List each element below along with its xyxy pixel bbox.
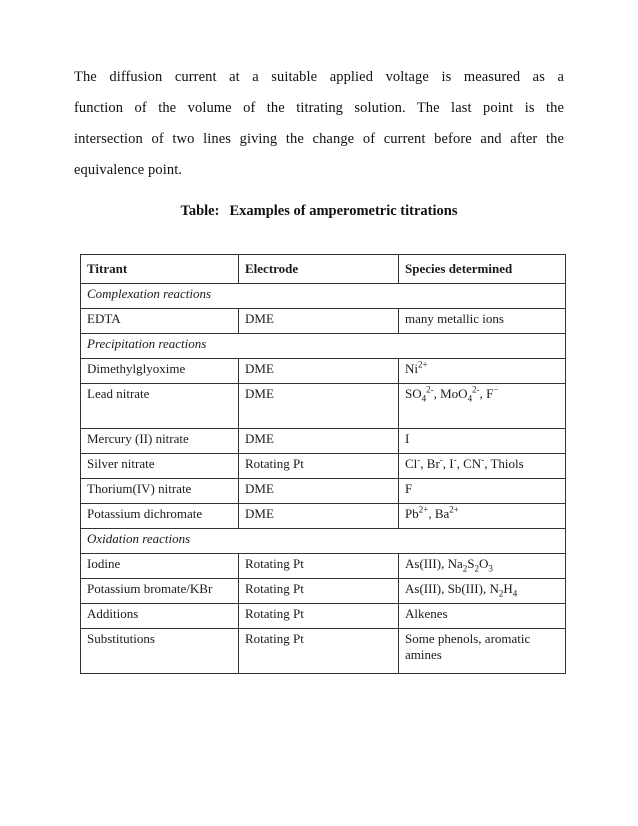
paragraph-line: function of the volume of the titrating solution. The last point is the: [74, 100, 564, 116]
species-text: , Br: [420, 456, 440, 471]
electrode-cell: Rotating Pt: [239, 454, 399, 479]
section-precipitation: Precipitation reactions: [81, 334, 566, 359]
titrant-cell: Thorium(IV) nitrate: [81, 479, 239, 504]
header-species: Species determined: [399, 255, 566, 284]
charge-sup: 2+: [449, 504, 459, 515]
electrode-cell: DME: [239, 384, 399, 429]
formula-sub: 2: [498, 588, 504, 599]
titrant-cell: Substitutions: [81, 629, 239, 674]
species-cell: many metallic ions: [399, 309, 566, 334]
species-text: O: [479, 556, 489, 571]
table-row: [81, 554, 566, 579]
species-text: , MoO: [433, 386, 468, 401]
table-row: [81, 604, 566, 629]
charge-sup: −: [493, 384, 499, 395]
table-caption: [0, 203, 638, 220]
table-row: [81, 454, 566, 479]
species-cell: [399, 504, 566, 529]
electrode-cell: DME: [239, 359, 399, 384]
species-text: Cl: [405, 456, 418, 471]
header-titrant: Titrant: [81, 255, 239, 284]
electrode-cell: DME: [239, 429, 399, 454]
species-text: SO: [405, 386, 422, 401]
formula-sub: 4: [467, 393, 473, 404]
header-electrode: Electrode: [239, 255, 399, 284]
species-cell: [399, 454, 566, 479]
species-cell: [399, 384, 566, 429]
species-text: , F: [479, 386, 494, 401]
charge-sup: -: [417, 454, 421, 465]
titrant-cell: Dimethylglyoxime: [81, 359, 239, 384]
electrode-cell: Rotating Pt: [239, 579, 399, 604]
electrode-cell: DME: [239, 479, 399, 504]
species-text: , CN: [456, 456, 482, 471]
charge-sup: -: [481, 454, 485, 465]
caption-text: Examples of amperometric titrations: [229, 203, 458, 219]
species-cell: [399, 554, 566, 579]
section-row: [81, 529, 566, 554]
species-text: , Thiols: [484, 456, 524, 471]
section-complexation: Complexation reactions: [81, 284, 566, 309]
titrant-cell: Additions: [81, 604, 239, 629]
charge-sup: 2+: [418, 504, 429, 515]
formula-sub: 2: [474, 563, 479, 574]
electrode-cell: Rotating Pt: [239, 629, 399, 674]
table-row: [81, 579, 566, 604]
titrant-cell: Mercury (II) nitrate: [81, 429, 239, 454]
charge-sup: -: [453, 454, 457, 465]
titrant-cell: EDTA: [81, 309, 239, 334]
species-text: As(III), Na: [405, 556, 463, 571]
electrode-cell: DME: [239, 504, 399, 529]
formula-sub: 2: [462, 563, 468, 574]
species-cell: [399, 359, 566, 384]
formula-sub: 4: [421, 393, 427, 404]
charge-sup: 2-: [426, 384, 434, 395]
paragraph-line: The diffusion current at a suitable applied voltage is measured as a: [74, 69, 564, 85]
paragraph-line: intersection of two lines giving the change of current before and after the: [74, 131, 564, 147]
species-cell: Some phenols, aromatic amines: [399, 629, 566, 674]
species-cell: Alkenes: [399, 604, 566, 629]
charge-sup: 2+: [418, 359, 428, 370]
electrode-cell: Rotating Pt: [239, 604, 399, 629]
formula-sub: 4: [512, 588, 518, 599]
table-row: [81, 479, 566, 504]
electrode-cell: DME: [239, 309, 399, 334]
titrant-cell: Silver nitrate: [81, 454, 239, 479]
table-row: [81, 429, 566, 454]
electrode-cell: Rotating Pt: [239, 554, 399, 579]
section-row: [81, 334, 566, 359]
section-row: [81, 284, 566, 309]
species-text: As(III), Sb(III), N: [405, 581, 499, 596]
species-cell: [399, 579, 566, 604]
formula-sub: 3: [488, 563, 493, 574]
species-text: H: [503, 581, 513, 596]
species-text: Pb: [405, 506, 419, 521]
titrant-cell: Lead nitrate: [81, 384, 239, 429]
table-row: [81, 384, 566, 429]
titrant-cell: Iodine: [81, 554, 239, 579]
titrant-cell: Potassium dichromate: [81, 504, 239, 529]
species-text: , I: [442, 456, 454, 471]
species-cell: F: [399, 479, 566, 504]
section-oxidation: Oxidation reactions: [81, 529, 566, 554]
table-row: [81, 359, 566, 384]
charge-sup: -: [439, 454, 443, 465]
table-row: [81, 629, 566, 674]
table-row: [81, 504, 566, 529]
charge-sup: 2-: [472, 384, 480, 395]
species-text: , Ba: [428, 506, 450, 521]
table-header-row: [81, 255, 566, 284]
species-text: S: [467, 556, 475, 571]
table-row: [81, 309, 566, 334]
species-text: Ni: [405, 361, 418, 376]
caption-label: Table:: [180, 203, 220, 219]
paragraph-line: equivalence point.: [74, 162, 183, 178]
body-paragraph: [74, 62, 564, 186]
titrations-table: [80, 254, 566, 674]
titrant-cell: Potassium bromate/KBr: [81, 579, 239, 604]
species-cell: I: [399, 429, 566, 454]
